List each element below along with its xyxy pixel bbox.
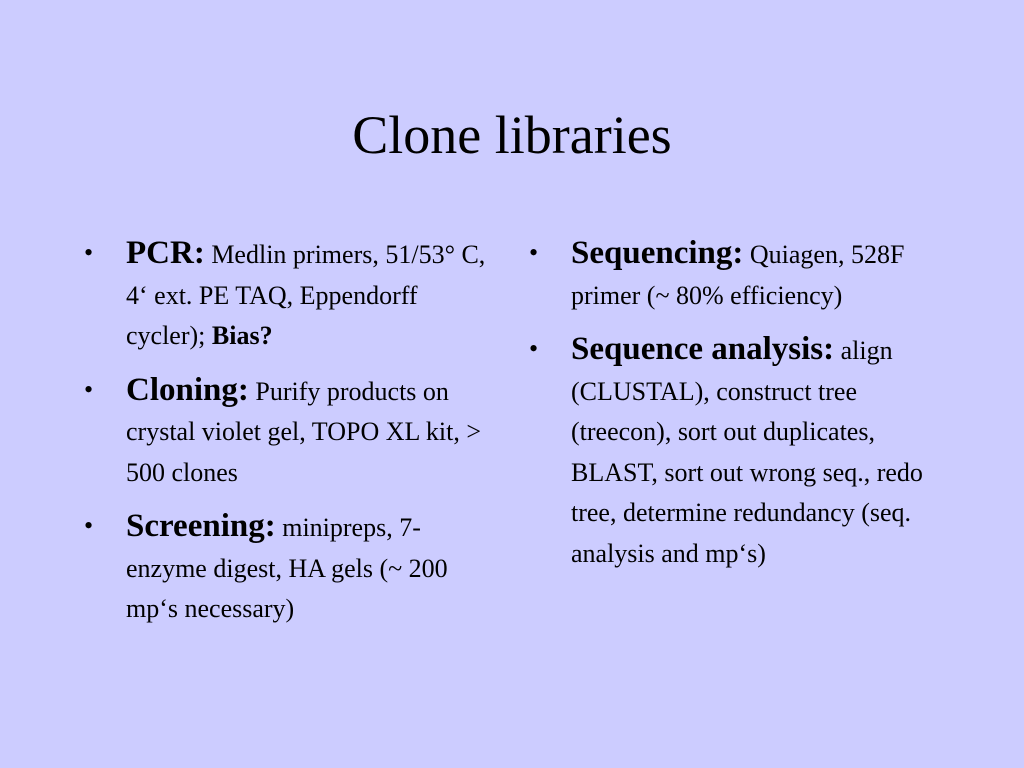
bullet-label: Sequence analysis:	[571, 331, 835, 367]
bullet-label: Screening:	[126, 508, 276, 544]
bullet-item-screening	[84, 506, 494, 630]
bullet-text: align (CLUSTAL), construct tree (treecon), sort out duplicates, BLAST, sort out wrong seq., redo tree, determine redundancy (seq. analysis and mp‘s)	[571, 336, 923, 568]
bullet-item-sequence-analysis	[529, 329, 939, 574]
bullet-icon: •	[84, 374, 94, 404]
bullet-item-sequencing	[529, 233, 939, 316]
bullet-icon: •	[84, 511, 94, 540]
bullet-item-pcr	[84, 233, 494, 357]
bullet-text: Purify products on crystal violet gel, TOPO XL kit, > 500 clones	[126, 376, 482, 487]
bullet-icon: •	[84, 238, 94, 267]
bullet-item-cloning	[84, 370, 494, 494]
bullet-emphasis: Bias?	[211, 321, 273, 350]
left-bullet-list	[84, 233, 494, 643]
bullet-text: Quiagen, 528F primer (~ 80% efficiency)	[571, 240, 905, 310]
bullet-text: Medlin primers, 51/53° C, 4‘ ext. PE TAQ, Eppendorff cycler);	[126, 240, 486, 350]
bullet-label: Sequencing:	[571, 235, 744, 271]
bullet-icon: •	[529, 334, 539, 363]
bullet-label: PCR:	[126, 235, 205, 271]
right-bullet-list	[529, 233, 939, 587]
bullet-text: minipreps, 7-enzyme digest, HA gels (~ 200 mp‘s necessary)	[126, 513, 448, 623]
slide-title: Clone libraries	[352, 105, 672, 165]
bullet-label: Cloning:	[126, 371, 249, 408]
bullet-icon: •	[529, 238, 539, 267]
